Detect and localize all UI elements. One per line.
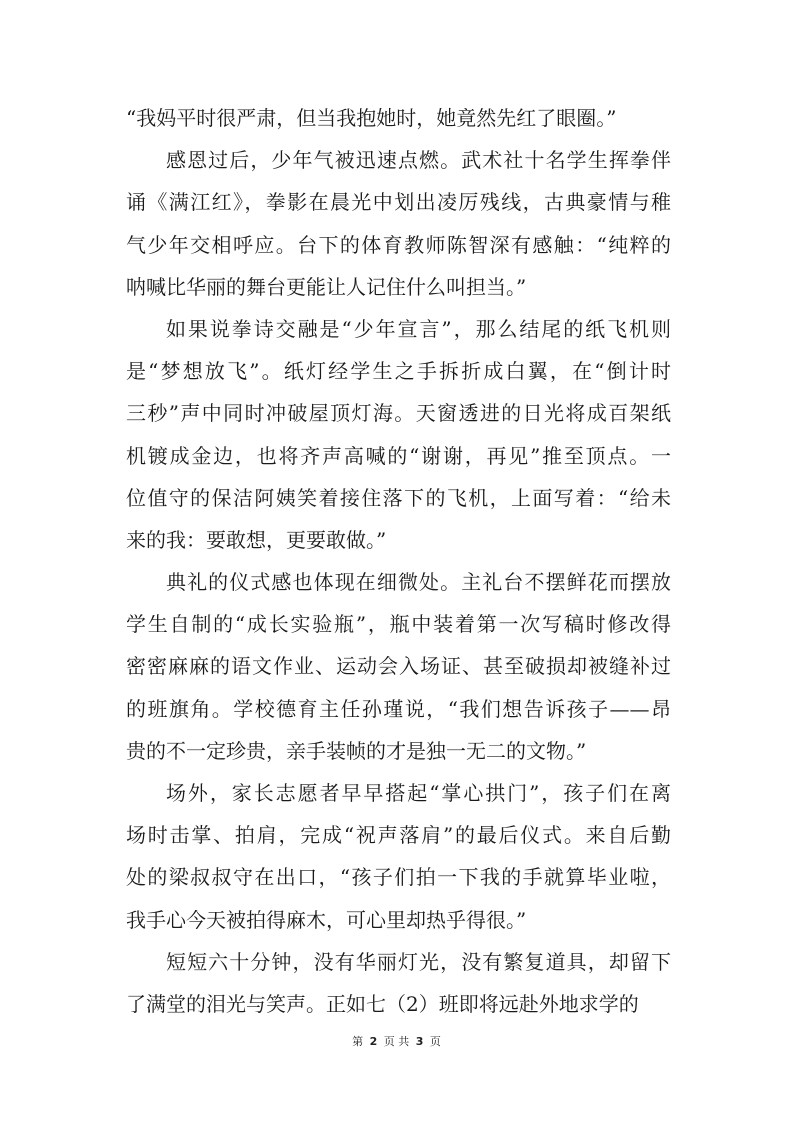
- text-line: 处的梁叔叔守在出口，“孩子们拍一下我的手就算毕业啦，: [126, 865, 671, 890]
- text-line: 场时击掌、拍肩，完成“祝声落肩”的最后仪式。来自后勤: [126, 823, 671, 848]
- footer-middle: 页 共: [383, 1035, 410, 1048]
- text-line: 学生自制的“成长实验瓶”，瓶中装着第一次写稿时修改得: [126, 612, 671, 637]
- paragraph: [126, 97, 671, 139]
- text-line: 密密麻麻的语文作业、运动会入场证、甚至破损却被缝补过: [126, 654, 671, 679]
- paragraph: [126, 772, 671, 941]
- text-line: 三秒”声中同时冲破屋顶灯海。天窗透进的日光将成百架纸: [126, 401, 671, 426]
- text-line: 如果说拳诗交融是“少年宣言”，那么结尾的纸飞机则: [166, 316, 671, 341]
- text-line: 我手心今天被拍得麻木，可心里却热乎得很。”: [126, 907, 527, 932]
- article-body: [126, 97, 671, 1025]
- paragraph: [126, 941, 671, 1025]
- text-line: 短短六十分钟，没有华丽灯光，没有繁复道具，却留下: [166, 949, 671, 974]
- text-line: 来的我：要敢想，更要敢做。”: [126, 527, 387, 552]
- text-line: 了满堂的泪光与笑声。正如七（2）班即将远赴外地求学的: [126, 991, 639, 1016]
- text-line: 场外，家长志愿者早早搭起“掌心拱门”，孩子们在离: [166, 781, 671, 805]
- text-line: 气少年交相呼应。台下的体育教师陈智深有感触：“纯粹的: [126, 232, 671, 257]
- text-line: 机镀成金边，也将齐声高喊的“谢谢，再见”推至顶点。一: [126, 443, 671, 468]
- text-line: 感恩过后，少年气被迅速点燃。武术社十名学生挥拳伴: [166, 148, 671, 173]
- paragraph: [126, 561, 671, 772]
- footer-suffix: 页: [429, 1035, 441, 1048]
- text-line: 诵《满江红》，拳影在晨光中划出凌厉残线，古典豪情与稚: [126, 190, 671, 215]
- page-footer: [0, 1033, 793, 1049]
- text-line: 呐喊比华丽的舞台更能让人记住什么叫担当。”: [126, 274, 527, 299]
- text-line: 贵的不一定珍贵，亲手装帧的才是独一无二的文物。”: [126, 738, 587, 763]
- text-line: “我妈平时很严肃，但当我抱她时，她竟然先红了眼圈。”: [126, 106, 617, 130]
- paragraph: [126, 308, 671, 561]
- text-line: 是“梦想放飞”。纸灯经学生之手拆折成白翼，在“倒计时: [126, 359, 671, 384]
- footer-prefix: 第: [352, 1035, 364, 1048]
- footer-total-pages: 3: [415, 1035, 424, 1048]
- text-line: 典礼的仪式感也体现在细微处。主礼台不摆鲜花而摆放: [166, 570, 671, 595]
- footer-page-number: 2: [369, 1035, 378, 1048]
- text-line: 的班旗角。学校德育主任孙瑾说，“我们想告诉孩子——昂: [126, 696, 671, 721]
- paragraph: [126, 139, 671, 308]
- text-line: 位值守的保洁阿姨笑着接住落下的飞机，上面写着：“给未: [126, 485, 671, 510]
